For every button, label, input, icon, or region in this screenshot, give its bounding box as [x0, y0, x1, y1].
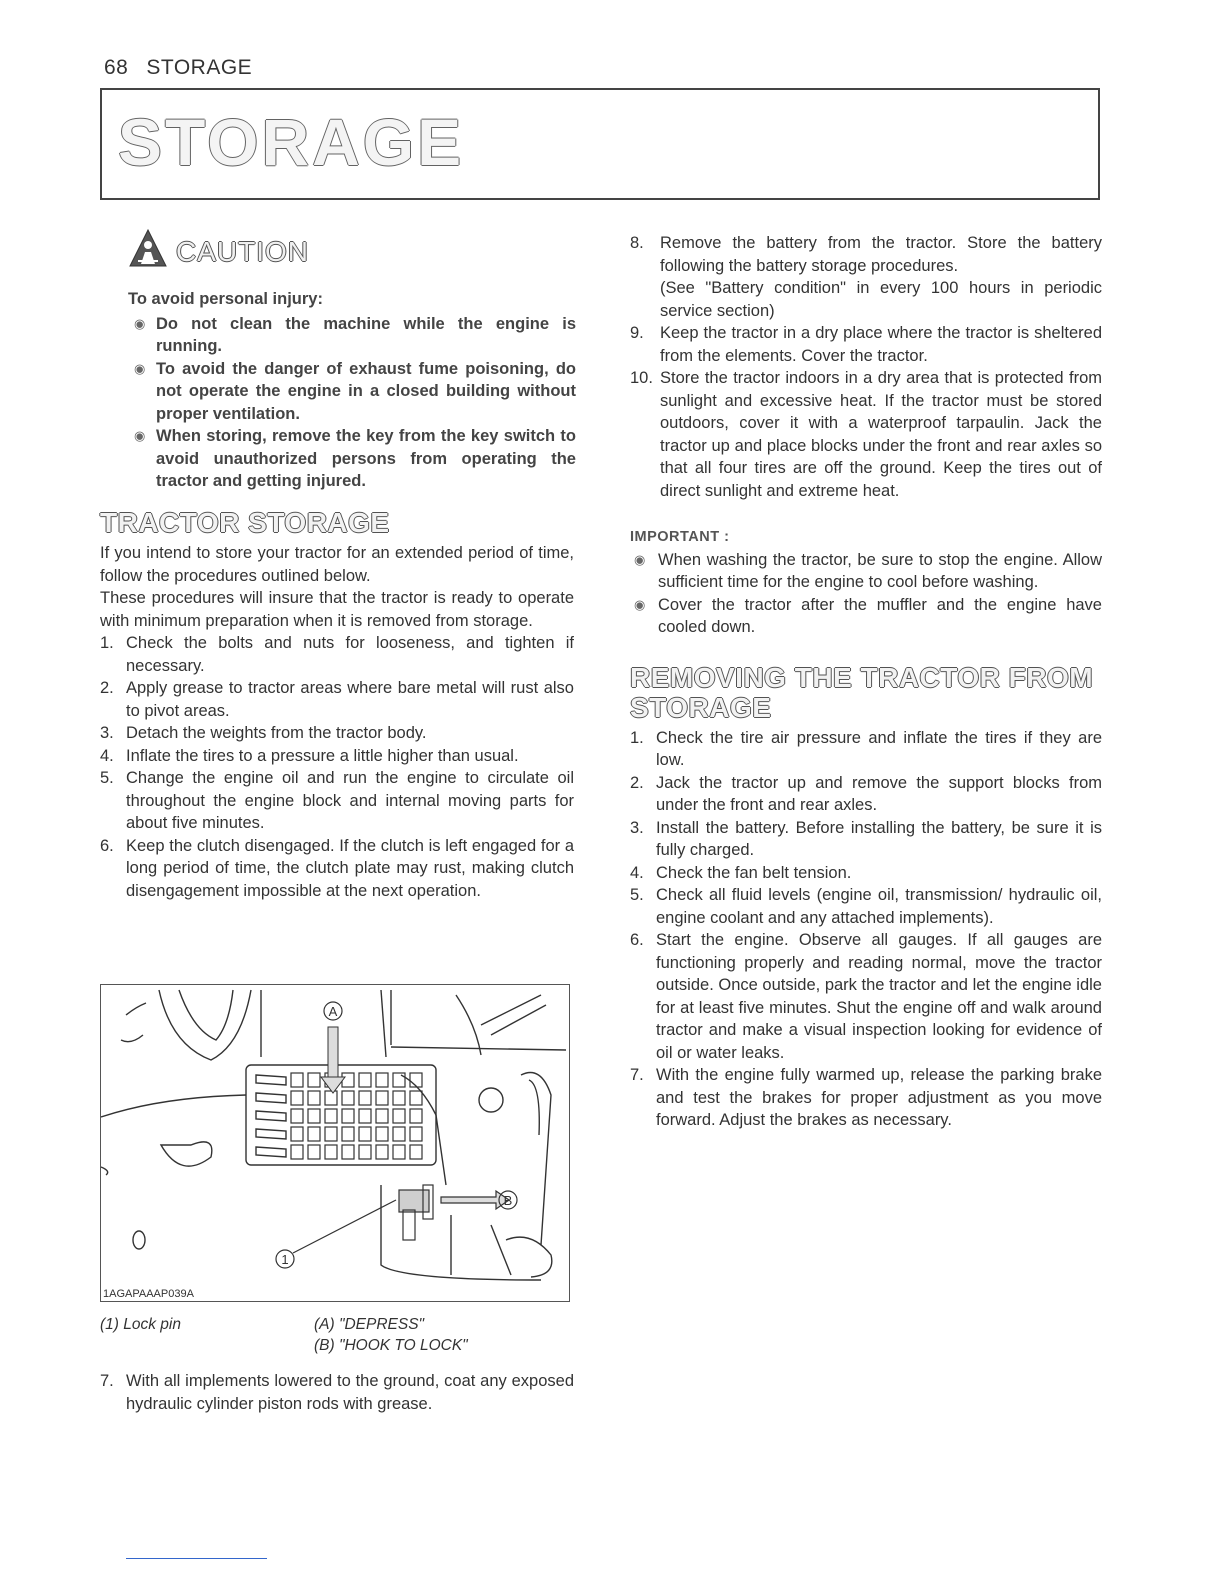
important-block — [630, 526, 1102, 639]
list-item — [630, 929, 1102, 1064]
step-text: Check all fluid levels (engine oil, transmission/ hydraulic oil, engine coolant and any attached implements). — [656, 886, 1102, 927]
step-text: Install the battery. Before installing the battery, be sure it is fully charged. — [656, 818, 1102, 859]
step-number: 6. — [100, 836, 114, 855]
step-number: 10. — [630, 369, 653, 387]
step-number: 6. — [630, 931, 644, 949]
step-text: Remove the battery from the tractor. Store the battery following the battery storage procedures. — [660, 234, 1102, 275]
important-item: ◉ Cover the tractor after the muffler and the engine have cooled down. — [630, 594, 1102, 639]
step-number: 7. — [100, 1372, 114, 1390]
caption-hook-to-lock: (B) "HOOK TO LOCK" — [314, 1337, 468, 1354]
tractor-storage-section — [100, 508, 574, 902]
caution-item: ◉ Do not clean the machine while the engine is running. — [128, 313, 576, 358]
step-text: With all implements lowered to the ground, coat any exposed hydraulic cylinder piston rods with grease. — [126, 1372, 574, 1413]
step-number: 2. — [630, 773, 644, 792]
removing-heading-line1: REMOVING THE TRACTOR FROM — [630, 661, 1094, 693]
step-7-block — [100, 1370, 574, 1415]
page-number: 68 — [104, 56, 129, 79]
storage-steps-list-continued — [100, 1370, 574, 1415]
running-header — [104, 56, 270, 80]
intro-paragraph: These procedures will insure that the tractor is ready to operate with minimum preparation when it is removed from storage. — [100, 589, 574, 630]
removing-section — [630, 663, 1102, 1132]
caption-lock-pin: (1) Lock pin — [100, 1316, 181, 1333]
list-item — [100, 835, 574, 903]
step-text: Keep the tractor in a dry place where the tractor is sheltered from the elements. Cover the tractor. — [660, 324, 1102, 365]
callout-1: 1 — [281, 1252, 289, 1267]
step-text: Keep the clutch disengaged. If the clutch is left engaged for a long period of time, the clutch plate may rust, making clutch disengagement impossible at the next operation. — [126, 836, 574, 900]
caution-list — [128, 313, 576, 493]
page-title: STORAGE — [118, 105, 465, 179]
list-item — [630, 322, 1102, 367]
clutch-lock-illustration — [101, 985, 568, 1300]
caution-item: ◉ To avoid the danger of exhaust fume poisoning, do not operate the engine in a closed building without proper ventilation. — [128, 358, 576, 426]
list-item — [630, 1064, 1102, 1132]
removing-steps-list — [630, 727, 1102, 1132]
step-number: 1. — [630, 728, 644, 747]
important-list — [630, 549, 1102, 639]
step-number: 5. — [100, 769, 114, 787]
step-number: 4. — [100, 746, 114, 765]
list-item — [630, 817, 1102, 862]
title-box — [100, 88, 1100, 200]
step-text: Change the engine oil and run the engine to circulate oil throughout the engine block and internal moving parts for about five minutes. — [126, 769, 574, 832]
list-item — [100, 1370, 574, 1415]
step-text: Apply grease to tractor areas where bare metal will rust also to pivot areas. — [126, 679, 574, 720]
list-item — [630, 862, 1102, 885]
step-number: 3. — [630, 818, 644, 837]
removing-heading-line2: STORAGE — [630, 691, 772, 723]
list-item — [100, 677, 574, 722]
step-number: 2. — [100, 679, 114, 697]
warning-triangle-icon — [128, 228, 168, 268]
step-text: With the engine fully warmed up, release the parking brake and test the brakes for proper adjustment as you move forward. Adjust the brakes as necessary. — [656, 1066, 1102, 1129]
right-column — [630, 232, 1102, 1132]
step-text: Start the engine. Observe all gauges. If all gauges are functioning properly and reading normal, move the tractor outside. Once outside, park the tractor and let the engine idle for at least five minutes. Shut the engine off and walk around tractor and make a visual inspection looking for evidence of oil or water leaks. — [656, 931, 1102, 1062]
step-text: Jack the tractor up and remove the support blocks from under the front and rear axles. — [656, 773, 1102, 814]
footer-rule — [126, 1558, 267, 1559]
step-number: 3. — [100, 724, 114, 742]
list-item — [630, 772, 1102, 817]
caution-intro: To avoid personal injury: — [128, 290, 323, 308]
step-number: 9. — [630, 324, 644, 342]
caution-body — [128, 288, 576, 493]
step-subtext: (See "Battery condition" in every 100 hours in periodic service section) — [660, 279, 1102, 320]
list-item — [100, 632, 574, 677]
step-number: 7. — [630, 1066, 644, 1084]
step-text: Detach the weights from the tractor body. — [126, 724, 427, 742]
step-number: 1. — [100, 634, 114, 652]
figure-code: 1AGAPAAAP039A — [103, 1288, 194, 1300]
list-item — [100, 745, 574, 768]
caution-item: ◉ When storing, remove the key from the key switch to avoid unauthorized persons from operating the tractor and getting injured. — [128, 425, 576, 493]
tractor-storage-heading: TRACTOR STORAGE — [100, 507, 390, 538]
list-item — [630, 232, 1102, 322]
figure-captions — [100, 1314, 570, 1356]
step-text: Check the bolts and nuts for looseness, and tighten if necessary. — [126, 634, 574, 675]
list-item — [630, 727, 1102, 772]
step-text: Check the tire air pressure and inflate the tires if they are low. — [656, 728, 1102, 769]
step-text: Inflate the tires to a pressure a little higher than usual. — [126, 746, 519, 765]
step-number: 5. — [630, 886, 644, 904]
step-number: 8. — [630, 234, 644, 252]
caution-word: CAUTION — [176, 236, 309, 267]
callout-a: A — [328, 1004, 338, 1019]
lock-pin-figure — [100, 984, 570, 1302]
list-item — [630, 884, 1102, 929]
list-item — [100, 722, 574, 745]
list-item — [100, 767, 574, 835]
step-text: Store the tractor indoors in a dry area that is protected from sunlight and excessive heat. If the tractor must be stored outdoors, cover it with a waterproof tarpaulin. Jack the tractor up and place blocks under the front and rear axles so that all four tires are off the ground. Keep the tires out of direct sunlight and extreme heat. — [660, 369, 1102, 500]
intro-paragraph: If you intend to store your tractor for an extended period of time, follow the procedures outlined below. — [100, 544, 574, 585]
callout-b: B — [503, 1193, 513, 1208]
step-number: 4. — [630, 863, 644, 882]
storage-steps-list — [100, 632, 574, 902]
list-item — [630, 367, 1102, 502]
running-section-title: STORAGE — [146, 56, 253, 79]
step-text: Check the fan belt tension. — [656, 863, 852, 882]
important-heading: IMPORTANT : — [630, 529, 730, 545]
storage-steps-list-right — [630, 232, 1102, 502]
caution-heading — [128, 228, 309, 268]
caption-depress: (A) "DEPRESS" — [314, 1316, 425, 1333]
important-item: ◉ When washing the tractor, be sure to stop the engine. Allow sufficient time for the engine to cool before washing. — [630, 549, 1102, 594]
